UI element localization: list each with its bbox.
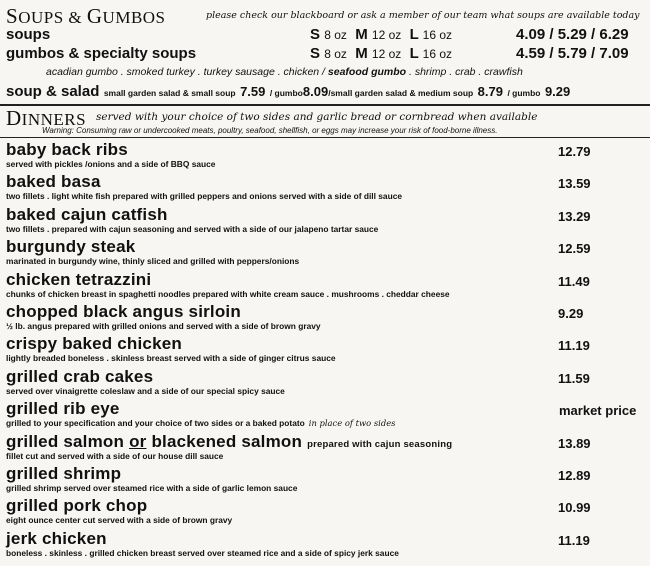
dish-description: ½ lb. angus prepared with grilled onions and served with a side of brown gravy	[6, 321, 321, 331]
gumbos-row-prices: 4.59 / 5.79 / 7.09	[516, 45, 629, 62]
dish-description: two fillets . light white fish prepared with grilled peppers and onions served with a side of dill sauce	[6, 191, 403, 202]
dish-name: chopped black angus sirloin	[6, 302, 241, 321]
dish-price: 11.49	[558, 273, 590, 289]
dish-name: baked basa	[6, 172, 101, 192]
dish-price: 11.19	[558, 532, 590, 548]
dinners-note: served with your choice of two sides and garlic bread or cornbread when available	[96, 111, 538, 123]
dinners-section-title: DINNERS	[6, 106, 87, 130]
dish-name: grilled pork chop	[6, 496, 148, 516]
soups-row-name: soups	[6, 26, 51, 43]
dish-name: burgundy steak	[6, 237, 136, 257]
dish-price: 12.89	[558, 468, 591, 483]
dish-description: grilled to your specification and your choice of two sides or a baked potato in place of two sides	[6, 418, 396, 429]
dish-name: grilled rib eye	[6, 399, 120, 419]
soup-salad-row: soup & salad small garden salad & small soup 7.59 / gumbo8.09/small garden salad & medium soup 8.79 / gumbo 9.29	[6, 83, 571, 100]
dish-description: served with pickles /onions and a side of BBQ sauce	[6, 159, 216, 169]
dish-name: baked cajun catfish	[6, 204, 168, 224]
dish-description: two fillets . prepared with cajun seasoning and served with a side of our jalapeno tartar sauce	[6, 223, 379, 234]
dish-name: crispy baked chicken	[6, 334, 182, 354]
dish-price: 13.59	[558, 176, 591, 192]
dish-description: grilled shrimp served over steamed rice with a side of garlic lemon sauce	[6, 483, 298, 493]
dish-description: boneless . skinless . grilled chicken breast served over steamed rice and a side of spicy jerk sauce	[6, 547, 399, 558]
dish-price: market price	[559, 403, 637, 419]
gumbos-row-name: gumbos & specialty soups	[6, 45, 197, 62]
gumbos-row-sizes: S 8 oz M 12 oz L 16 oz	[310, 45, 453, 62]
dish-description: fillet cut and served with a side of our house dill sauce	[6, 450, 224, 461]
dish-price: 11.19	[558, 338, 590, 354]
dish-description: eight ounce center cut served with a side of brown gravy	[6, 515, 233, 526]
dish-name: baby back ribs	[6, 140, 128, 159]
gumbo-varieties: acadian gumbo . smoked turkey . turkey sausage . chicken / seafood gumbo . shrimp . crab . crawfish	[46, 66, 523, 78]
dish-price: 11.59	[558, 370, 590, 386]
dish-name: jerk chicken	[6, 528, 107, 548]
dish-price: 9.29	[558, 306, 584, 321]
soups-section-title: SOUPS & GUMBOS	[6, 4, 166, 28]
dish-price: 12.59	[558, 241, 591, 257]
food-warning: Warning: Consuming raw or undercooked meats, poultry, seafood, shellfish, or eggs may increase your risk of food-borne illness.	[42, 126, 498, 135]
dish-name: grilled shrimp	[6, 464, 122, 483]
dish-price: 10.99	[558, 500, 591, 516]
dish-name: grilled salmon or blackened salmon prepared with cajun seasoning	[6, 431, 453, 451]
dish-description: marinated in burgundy wine, thinly sliced and grilled with peppers/onions	[6, 256, 300, 267]
section-divider	[0, 104, 650, 106]
dish-description: chunks of chicken breast in spaghetti noodles prepared with white cream sauce . mushrooms . cheddar cheese	[6, 288, 450, 299]
dish-price: 12.79	[558, 144, 591, 159]
dinners-divider	[0, 137, 650, 138]
dish-price: 13.29	[558, 208, 591, 224]
soups-row-sizes: S 8 oz M 12 oz L 16 oz	[310, 26, 453, 43]
dish-name: grilled crab cakes	[6, 366, 154, 386]
soups-note: please check our blackboard or ask a member of our team what soups are available today	[206, 10, 640, 21]
dish-description: lightly breaded boneless . skinless breast served with a side of ginger citrus sauce	[6, 353, 336, 364]
soups-row-prices: 4.09 / 5.29 / 6.29	[516, 26, 629, 43]
dish-price: 13.89	[558, 435, 591, 451]
dish-name: chicken tetrazzini	[6, 269, 152, 289]
dish-description: served over vinaigrette coleslaw and a side of our special spicy sauce	[6, 385, 285, 396]
